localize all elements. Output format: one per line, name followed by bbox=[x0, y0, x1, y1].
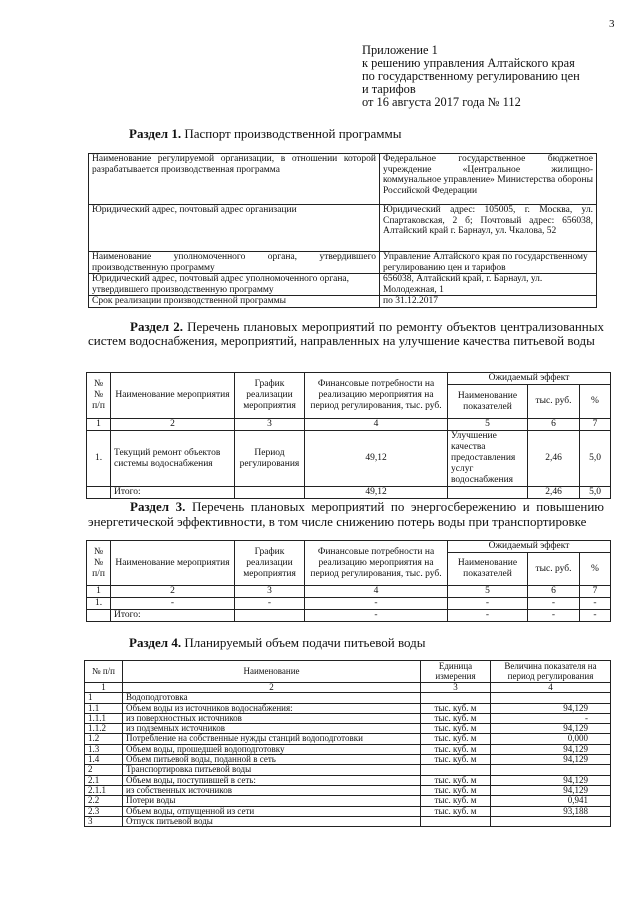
row-value: 94,129 bbox=[491, 703, 611, 713]
header-rub: тыс. руб. bbox=[528, 385, 580, 419]
total-indicator: - bbox=[448, 610, 528, 622]
col-num: 1 bbox=[85, 683, 123, 693]
water-supply-table bbox=[84, 660, 611, 827]
row-num: 2.1.1 bbox=[85, 785, 123, 795]
row-unit bbox=[421, 816, 491, 826]
row-name: - bbox=[111, 598, 235, 610]
col-num: 6 bbox=[528, 419, 580, 431]
row-unit bbox=[421, 693, 491, 703]
row-unit: тыс. куб. м bbox=[421, 744, 491, 754]
row-pct: 5,0 bbox=[580, 431, 611, 487]
table-row bbox=[85, 765, 611, 775]
row-name: Объем воды, прошедшей водоподготовку bbox=[123, 744, 421, 754]
col-num: 5 bbox=[448, 586, 528, 598]
appendix-line: по государственному регулированию цен bbox=[362, 69, 580, 83]
table-cell: Срок реализации производственной программы bbox=[89, 296, 380, 308]
header-value: Величина показателя на период регулирования bbox=[491, 661, 611, 683]
energy-measures-table bbox=[86, 540, 611, 622]
row-unit: тыс. куб. м bbox=[421, 703, 491, 713]
header-name: Наименование мероприятия bbox=[111, 541, 235, 586]
row-value bbox=[491, 693, 611, 703]
row-name: из поверхностных источников bbox=[123, 713, 421, 723]
table-header-row bbox=[87, 541, 611, 553]
header-unit: Единица измерения bbox=[421, 661, 491, 683]
col-num: 3 bbox=[235, 419, 305, 431]
section4-title: Планируемый объем подачи питьевой воды bbox=[184, 635, 426, 650]
row-num: 2.2 bbox=[85, 796, 123, 806]
table-cell bbox=[87, 610, 111, 622]
header-schedule: График реализации мероприятия bbox=[235, 373, 305, 419]
table-row bbox=[89, 274, 597, 296]
column-numbers-row bbox=[87, 586, 611, 598]
col-num: 1 bbox=[87, 586, 111, 598]
row-name: Потери воды bbox=[123, 796, 421, 806]
row-num: 2.1 bbox=[85, 775, 123, 785]
row-value: 94,129 bbox=[491, 724, 611, 734]
row-unit: тыс. куб. м bbox=[421, 713, 491, 723]
col-num: 2 bbox=[111, 419, 235, 431]
row-value: 93,188 bbox=[491, 806, 611, 816]
section1-title: Паспорт производственной программы bbox=[184, 126, 402, 141]
table-row bbox=[85, 755, 611, 765]
row-num: 1.1.1 bbox=[85, 713, 123, 723]
col-num: 7 bbox=[580, 586, 611, 598]
col-num: 2 bbox=[123, 683, 421, 693]
row-num: 1. bbox=[87, 431, 111, 487]
section1-heading bbox=[129, 126, 401, 142]
col-num: 3 bbox=[421, 683, 491, 693]
header-name: Наименование bbox=[123, 661, 421, 683]
col-num: 3 bbox=[235, 586, 305, 598]
section1-num: Раздел 1. bbox=[129, 126, 182, 141]
row-num: 1 bbox=[85, 693, 123, 703]
table-cell: Юридический адрес, почтовый адрес организации bbox=[89, 205, 380, 252]
row-value: 94,129 bbox=[491, 744, 611, 754]
table-row bbox=[89, 296, 597, 308]
col-num: 4 bbox=[305, 419, 448, 431]
total-finance: 49,12 bbox=[305, 487, 448, 499]
col-num: 4 bbox=[491, 683, 611, 693]
row-finance: 49,12 bbox=[305, 431, 448, 487]
row-unit: тыс. куб. м bbox=[421, 724, 491, 734]
table-row bbox=[85, 734, 611, 744]
col-num: 7 bbox=[580, 419, 611, 431]
table-row bbox=[89, 252, 597, 274]
appendix-line: Приложение 1 bbox=[362, 43, 438, 57]
col-num: 5 bbox=[448, 419, 528, 431]
row-unit: тыс. куб. м bbox=[421, 755, 491, 765]
row-name: Транспортировка питьевой воды bbox=[123, 765, 421, 775]
row-indicator: Улучшение качества предоставления услуг водоснабжения bbox=[448, 431, 528, 487]
table-row bbox=[87, 598, 611, 610]
table-cell bbox=[235, 610, 305, 622]
header-effect: Ожидаемый эффект bbox=[448, 541, 611, 553]
row-unit: тыс. куб. м bbox=[421, 734, 491, 744]
table-row bbox=[89, 205, 597, 252]
row-num: 3 bbox=[85, 816, 123, 826]
row-name: Объем воды из источников водоснабжения: bbox=[123, 703, 421, 713]
table-row bbox=[89, 154, 597, 205]
row-num: 1.4 bbox=[85, 755, 123, 765]
table-row bbox=[87, 431, 611, 487]
section2-heading bbox=[88, 320, 604, 348]
table-row bbox=[85, 806, 611, 816]
table-header-row bbox=[85, 661, 611, 683]
header-pct: % bbox=[580, 385, 611, 419]
col-num: 1 bbox=[87, 419, 111, 431]
row-unit bbox=[421, 765, 491, 775]
row-value: 0,000 bbox=[491, 734, 611, 744]
table-row bbox=[85, 785, 611, 795]
row-rub: 2,46 bbox=[528, 431, 580, 487]
section4-num: Раздел 4. bbox=[129, 635, 182, 650]
row-name: Отпуск питьевой воды bbox=[123, 816, 421, 826]
appendix-line: к решению управления Алтайского края bbox=[362, 56, 575, 70]
row-pct: - bbox=[580, 598, 611, 610]
column-numbers-row bbox=[85, 683, 611, 693]
section2-num: Раздел 2. bbox=[130, 319, 183, 334]
header-name: Наименование мероприятия bbox=[111, 373, 235, 419]
row-name: из собственных источников bbox=[123, 785, 421, 795]
appendix-line: от 16 августа 2017 года № 112 bbox=[362, 95, 521, 109]
total-rub: 2,46 bbox=[528, 487, 580, 499]
row-num: 1.3 bbox=[85, 744, 123, 754]
appendix-header bbox=[362, 44, 612, 109]
table-cell: 656038, Алтайский край, г. Барнаул, ул. Молодежная, 1 bbox=[380, 274, 597, 296]
header-schedule: График реализации мероприятия bbox=[235, 541, 305, 586]
row-value bbox=[491, 765, 611, 775]
row-value: 94,129 bbox=[491, 785, 611, 795]
row-num: 2.3 bbox=[85, 806, 123, 816]
table-cell: Наименование регулируемой организации, в отношении которой разрабатывается производственная программа bbox=[89, 154, 380, 205]
water-supply-rows bbox=[85, 693, 611, 827]
header-effect: Ожидаемый эффект bbox=[448, 373, 611, 385]
col-num: 4 bbox=[305, 586, 448, 598]
total-pct: 5,0 bbox=[580, 487, 611, 499]
table-cell: Юридический адрес: 105005, г. Москва, ул. Спартаковская, 2 б; Почтовый адрес: 656038, Алтайский край г. Барнаул, ул. Чкалова, 52 bbox=[380, 205, 597, 252]
table-row bbox=[85, 713, 611, 723]
total-finance: - bbox=[305, 610, 448, 622]
row-rub: - bbox=[528, 598, 580, 610]
header-num: № п/п bbox=[85, 661, 123, 683]
total-label: Итого: bbox=[111, 487, 235, 499]
table-row bbox=[85, 724, 611, 734]
table-cell: Федеральное государственное бюджетное учреждение «Центральное жилищно-коммунальное управление» Министерства обороны Российской Федерации bbox=[380, 154, 597, 205]
table-row bbox=[85, 796, 611, 806]
row-name: Потребление на собственные нужды станций водоподготовки bbox=[123, 734, 421, 744]
header-indicator: Наименование показателей bbox=[448, 553, 528, 586]
row-name: Объем питьевой воды, поданной в сеть bbox=[123, 755, 421, 765]
row-unit: тыс. куб. м bbox=[421, 806, 491, 816]
row-name: из подземных источников bbox=[123, 724, 421, 734]
row-name: Объем воды, поступившей в сеть: bbox=[123, 775, 421, 785]
row-num: 1. bbox=[87, 598, 111, 610]
row-name: Объем воды, отпущенной из сети bbox=[123, 806, 421, 816]
table-row bbox=[85, 744, 611, 754]
section3-heading bbox=[88, 499, 604, 529]
row-name: Текущий ремонт объектов системы водоснабжения bbox=[111, 431, 235, 487]
table-cell: Юридический адрес, почтовый адрес уполномоченного органа, утвердившего производственную программу bbox=[89, 274, 380, 296]
row-unit: тыс. куб. м bbox=[421, 775, 491, 785]
header-finance: Финансовые потребности на реализацию мероприятия на период регулирования, тыс. руб. bbox=[305, 541, 448, 586]
section2-title: Перечень плановых мероприятий по ремонту объектов централизованных систем водоснабжения, мероприятий, направленных на улучшение качества питьевой воды bbox=[88, 319, 604, 348]
table-cell bbox=[448, 487, 528, 499]
row-unit: тыс. куб. м bbox=[421, 785, 491, 795]
table-row bbox=[85, 703, 611, 713]
passport-table bbox=[88, 153, 597, 308]
row-name: Водоподготовка bbox=[123, 693, 421, 703]
table-row bbox=[85, 816, 611, 826]
header-indicator: Наименование показателей bbox=[448, 385, 528, 419]
header-num: №№ п/п bbox=[87, 541, 111, 586]
row-value: 94,129 bbox=[491, 755, 611, 765]
header-num: №№ п/п bbox=[87, 373, 111, 419]
row-schedule: Период регулирования bbox=[235, 431, 305, 487]
table-cell: по 31.12.2017 bbox=[380, 296, 597, 308]
row-value bbox=[491, 816, 611, 826]
appendix-line: и тарифов bbox=[362, 82, 416, 96]
row-num: 1.1.2 bbox=[85, 724, 123, 734]
row-num: 2 bbox=[85, 765, 123, 775]
header-rub: тыс. руб. bbox=[528, 553, 580, 586]
header-pct: % bbox=[580, 553, 611, 586]
row-unit: тыс. куб. м bbox=[421, 796, 491, 806]
row-num: 1.1 bbox=[85, 703, 123, 713]
table-cell bbox=[87, 487, 111, 499]
total-rub: - bbox=[528, 610, 580, 622]
page-number: 3 bbox=[609, 18, 615, 30]
section4-heading bbox=[129, 635, 426, 651]
row-value: 0,941 bbox=[491, 796, 611, 806]
total-row bbox=[87, 487, 611, 499]
row-finance: - bbox=[305, 598, 448, 610]
table-row bbox=[85, 693, 611, 703]
row-schedule: - bbox=[235, 598, 305, 610]
header-finance: Финансовые потребности на реализацию мероприятия на период регулирования, тыс. руб. bbox=[305, 373, 448, 419]
col-num: 6 bbox=[528, 586, 580, 598]
total-label: Итого: bbox=[111, 610, 235, 622]
column-numbers-row bbox=[87, 419, 611, 431]
row-indicator: - bbox=[448, 598, 528, 610]
col-num: 2 bbox=[111, 586, 235, 598]
row-num: 1.2 bbox=[85, 734, 123, 744]
row-value: - bbox=[491, 713, 611, 723]
total-row bbox=[87, 610, 611, 622]
table-cell: Наименование уполномоченного органа, утвердившего производственную программу bbox=[89, 252, 380, 274]
table-cell: Управление Алтайского края по государственному регулированию цен и тарифов bbox=[380, 252, 597, 274]
repair-measures-table bbox=[86, 372, 611, 499]
total-pct: - bbox=[580, 610, 611, 622]
table-row bbox=[85, 775, 611, 785]
table-header-row bbox=[87, 373, 611, 385]
section3-title: Перечень плановых мероприятий по энергосбережению и повышению энергетической эффективности, в том числе снижению потерь воды при транспортировке bbox=[88, 499, 604, 529]
row-value: 94,129 bbox=[491, 775, 611, 785]
section3-num: Раздел 3. bbox=[130, 499, 186, 514]
table-cell bbox=[235, 487, 305, 499]
